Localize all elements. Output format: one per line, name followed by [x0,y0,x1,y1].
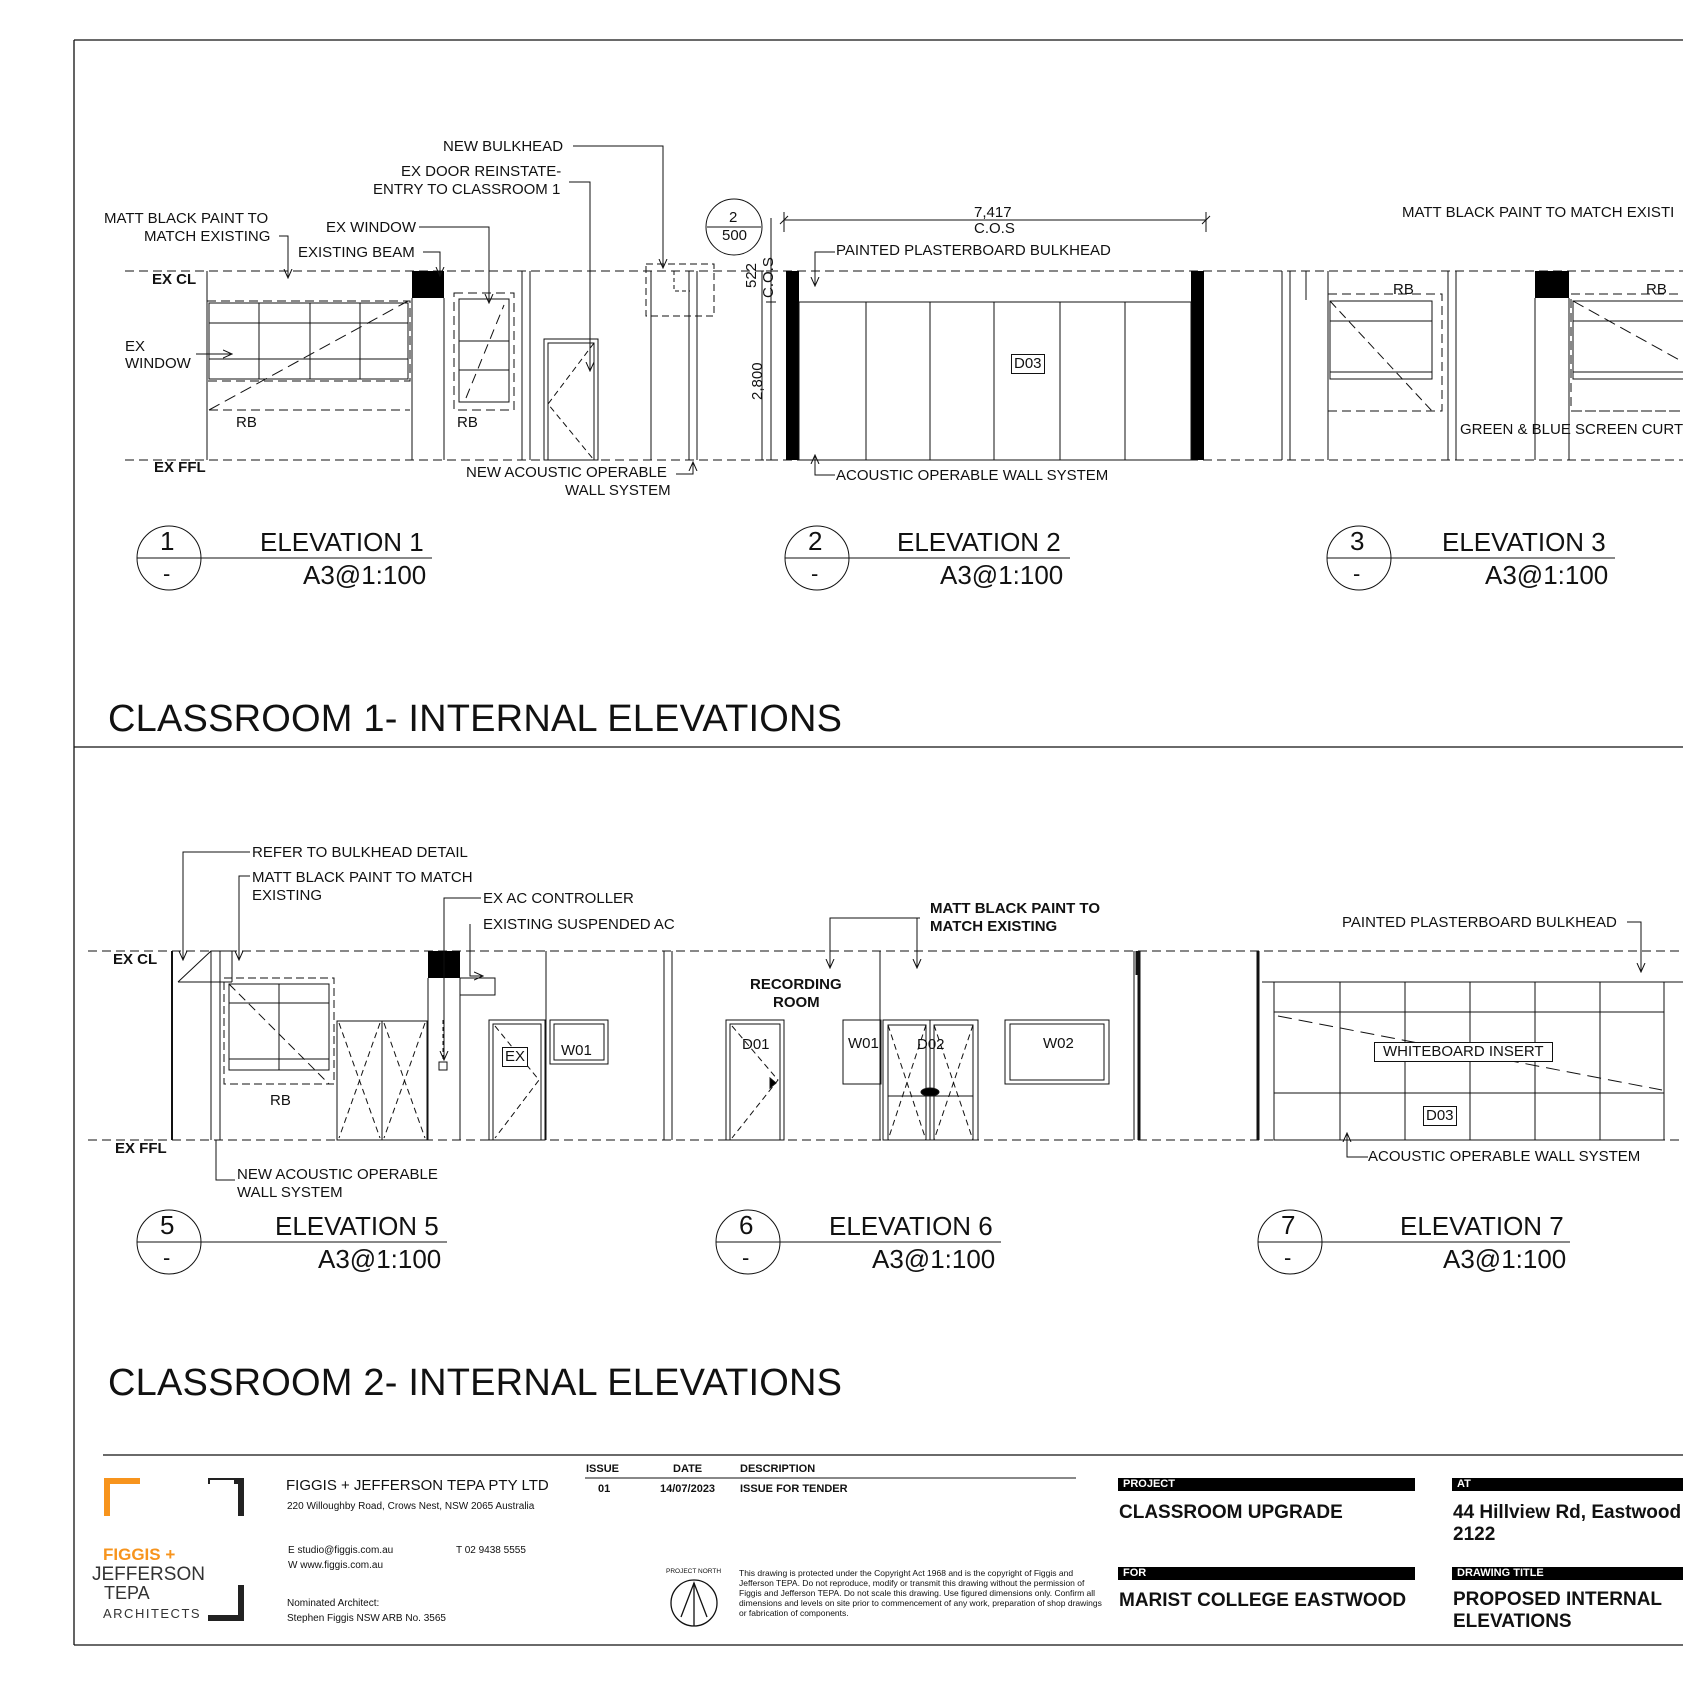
note-suspended-ac: EXISTING SUSPENDED AC [483,916,675,933]
elev5-title: ELEVATION 5 [275,1211,439,1241]
firm-web: W www.figgis.com.au [288,1560,384,1571]
level-ex-ffl-2: EX FFL [115,1140,167,1157]
north-label: PROJECT NORTH [666,1568,722,1575]
note-acoustic-system: ACOUSTIC OPERABLE WALL SYSTEM [836,467,1109,484]
note-matt-black-elev3: MATT BLACK PAINT TO MATCH EXISTI [1402,204,1675,221]
tag-w01-elev5: W01 [561,1042,592,1059]
elev1-scale: A3@1:100 [303,560,427,590]
elev2-number: 2 [808,526,823,556]
note-matt-black-2: MATCH EXISTING [144,228,271,245]
elev1-sheet: - [163,561,171,586]
elev1-number: 1 [160,526,175,556]
note-ex-window-side-1: EX [125,338,146,355]
dim-width: 7,417 [974,204,1012,221]
dim-bulkhead-note: C.O.S [760,257,777,298]
tag-d02: D02 [917,1036,945,1053]
note-rb-elev3-1: RB [1393,281,1414,298]
firm-address: 220 Willoughby Road, Crows Nest, NSW 2065 Australia [287,1501,535,1512]
drawing-title-1: PROPOSED INTERNAL [1453,1589,1663,1610]
note-matt-black-5-1: MATT BLACK PAINT TO MATCH [252,869,473,886]
dim-bulkhead: 522 [743,262,760,288]
level-lines-section1 [125,271,1683,460]
elev5-sheet: - [163,1245,171,1270]
elevation-7-drawing [1139,922,1683,1157]
elev3-number: 3 [1350,526,1365,556]
firm-phone: T 02 9438 5555 [456,1545,526,1556]
detail-ref-sheet: 500 [722,227,748,244]
note-rb-2: RB [457,414,478,431]
issue-row-description: ISSUE FOR TENDER [740,1483,848,1495]
note-new-bulkhead: NEW BULKHEAD [443,138,564,155]
room-label-2: ROOM [773,994,820,1011]
elev3-title: ELEVATION 3 [1442,527,1606,557]
elev7-number: 7 [1281,1210,1296,1240]
elev7-title: ELEVATION 7 [1400,1211,1564,1241]
for-value: MARIST COLLEGE EASTWOOD [1119,1590,1407,1611]
tag-d01: D01 [742,1036,770,1053]
level-ex-cl-1: EX CL [152,271,197,288]
logo-line-2: JEFFERSON [92,1564,205,1585]
note-rb-elev3-2: RB [1646,281,1667,298]
elev7-sheet: - [1284,1245,1292,1270]
nominated-label: Nominated Architect: [287,1598,380,1609]
detail-ref-number: 2 [729,209,738,226]
note-acoustic-5-1: NEW ACOUSTIC OPERABLE [237,1166,438,1183]
note-ex-window-side-2: WINDOW [125,355,191,372]
logo-line-1: FIGGIS + [103,1545,176,1564]
note-acoustic-2: WALL SYSTEM [565,482,671,499]
at-value-2: 2122 [1453,1524,1496,1545]
elev5-number: 5 [160,1210,175,1240]
tag-d03-elev7: D03 [1423,1106,1457,1126]
tag-w02: W02 [1043,1035,1074,1052]
logo-line-3: TEPA [104,1583,150,1603]
note-rb-elev5: RB [270,1092,291,1109]
elev6-title: ELEVATION 6 [829,1211,993,1241]
drawing-title-label: DRAWING TITLE [1452,1567,1683,1580]
tag-whiteboard: WHITEBOARD INSERT [1374,1042,1553,1062]
at-value-1: 44 Hillview Rd, Eastwood [1453,1502,1682,1523]
tag-w01-elev6: W01 [848,1035,879,1052]
elev2-title: ELEVATION 2 [897,527,1061,557]
note-matt-black-5-2: EXISTING [252,887,323,904]
issue-header-date: DATE [673,1463,703,1475]
elev6-sheet: - [742,1245,750,1270]
dim-width-note: C.O.S [974,220,1015,237]
section2-title: CLASSROOM 2- INTERNAL ELEVATIONS [108,1362,843,1404]
note-painted-bulkhead-7: PAINTED PLASTERBOARD BULKHEAD [1342,914,1617,931]
note-acoustic-1: NEW ACOUSTIC OPERABLE [466,464,667,481]
elev6-number: 6 [739,1210,754,1240]
issue-header-description: DESCRIPTION [740,1463,816,1475]
elev5-scale: A3@1:100 [318,1244,442,1274]
tag-ex: EX [502,1047,528,1067]
note-rb-1: RB [236,414,257,431]
note-ac-controller: EX AC CONTROLLER [483,890,634,907]
issue-row-date: 14/07/2023 [660,1483,716,1495]
note-existing-beam: EXISTING BEAM [298,244,415,261]
dim-height: 2,800 [749,362,766,400]
firm-name: FIGGIS + JEFFERSON TEPA PTY LTD [286,1477,549,1494]
section1-title: CLASSROOM 1- INTERNAL ELEVATIONS [108,698,843,740]
level-ex-ffl-1: EX FFL [154,459,206,476]
elev6-scale: A3@1:100 [872,1244,996,1274]
note-matt-black-6-2: MATCH EXISTING [930,918,1058,935]
elev2-sheet: - [811,561,819,586]
level-ex-cl-2: EX CL [113,951,158,968]
copyright-notice: This drawing is protected under the Copyright Act 1968 and is the copyright of Figgis and Jefferson TEPA. Do not reproduce, modify or transmit this drawing without the permission of Figgis and Jefferson TEPA. Do not scale this drawing. Use figured dimensions only. Confirm all dimensions and levels on site prior to commencement of any work, preparation of shop drawings or fabrication of components. [739,1568,1102,1618]
note-entry-classroom: ENTRY TO CLASSROOM 1 [373,181,561,198]
drawing-title-2: ELEVATIONS [1453,1611,1572,1632]
note-painted-bulkhead: PAINTED PLASTERBOARD BULKHEAD [836,242,1111,259]
elev7-scale: A3@1:100 [1443,1244,1567,1274]
firm-email: E studio@figgis.com.au [288,1545,394,1556]
note-screen-curtain: GREEN & BLUE SCREEN CURT [1460,421,1683,438]
tag-d03-elev2: D03 [1011,354,1045,374]
elev1-title: ELEVATION 1 [260,527,424,557]
note-acoustic-5-2: WALL SYSTEM [237,1184,343,1201]
note-ex-window: EX WINDOW [326,219,416,236]
for-label: FOR [1118,1567,1415,1580]
note-matt-black-6-1: MATT BLACK PAINT TO [930,900,1100,917]
note-matt-black-1: MATT BLACK PAINT TO [104,210,269,227]
room-label-1: RECORDING [750,976,842,993]
issue-row-issue: 01 [598,1483,611,1495]
sheet-border [74,40,1683,1645]
logo-line-4: ARCHITECTS [103,1606,202,1621]
at-label: AT [1452,1478,1683,1491]
issue-header-issue: ISSUE [586,1463,620,1475]
project-label: PROJECT [1118,1478,1415,1491]
nominated-name: Stephen Figgis NSW ARB No. 3565 [287,1613,446,1624]
note-bulkhead-detail: REFER TO BULKHEAD DETAIL [252,844,468,861]
elev3-sheet: - [1353,561,1361,586]
note-acoustic-7: ACOUSTIC OPERABLE WALL SYSTEM [1368,1148,1641,1165]
project-value: CLASSROOM UPGRADE [1119,1502,1343,1523]
elev3-scale: A3@1:100 [1485,560,1609,590]
note-door-reinstate: EX DOOR REINSTATE- [401,163,562,180]
elev2-scale: A3@1:100 [940,560,1064,590]
